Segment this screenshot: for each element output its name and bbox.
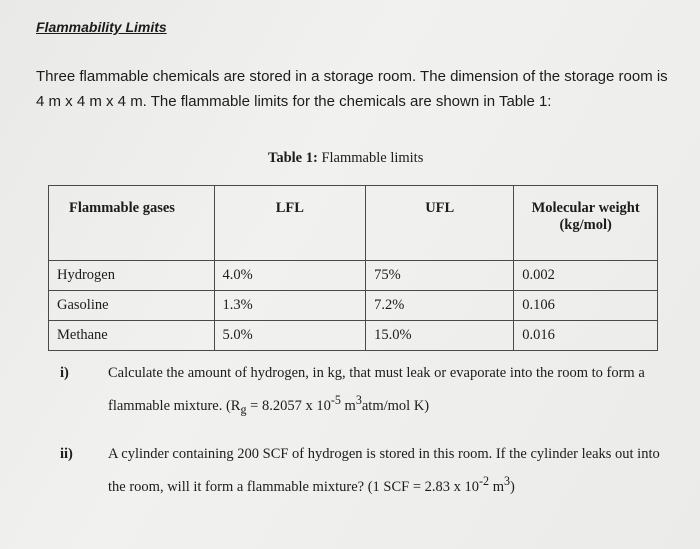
header-molecular-weight: Molecular weight (kg/mol): [514, 186, 658, 261]
cell-molecular-weight: 0.016: [514, 321, 658, 351]
question-text: A cylinder containing 200 SCF of hydrogen is stored in this room. If the cylinder leaks out into the room, will it form a flammable mixture? (1 SCF = 2.83 x $10^{-2}$ $m^3$): [108, 446, 660, 495]
cell-gas-name: Methane: [49, 321, 215, 351]
table-row: [49, 291, 658, 321]
header-flammable-gases: Flammable gases: [49, 186, 215, 261]
cell-gas-name: Hydrogen: [49, 261, 215, 291]
question-number: i): [60, 365, 69, 381]
header-lfl: LFL: [214, 186, 366, 261]
table-caption-label: Table 1:: [268, 150, 318, 166]
table-row: [49, 321, 658, 351]
header-ufl: UFL: [366, 186, 514, 261]
table-caption-title: Flammable limits: [321, 150, 424, 166]
cell-ufl: 7.2%: [366, 291, 514, 321]
question-number: ii): [60, 446, 73, 462]
cell-lfl: 1.3%: [214, 291, 366, 321]
table-header-row: [49, 186, 658, 261]
cell-lfl: 4.0%: [214, 261, 366, 291]
cell-molecular-weight: 0.002: [514, 261, 658, 291]
table-caption: [268, 150, 423, 167]
table-row: [49, 261, 658, 291]
cell-molecular-weight: 0.106: [514, 291, 658, 321]
cell-gas-name: Gasoline: [49, 291, 215, 321]
flammable-limits-table: [48, 185, 658, 351]
cell-ufl: 15.0%: [366, 321, 514, 351]
question-text: Calculate the amount of hydrogen, in kg, that must leak or evaporate into the room to form a flammable mixture. ($R_g = 8.2057$ x $10^{-5}$ $m^3atm$/mol K): [108, 365, 645, 417]
cell-ufl: 75%: [366, 261, 514, 291]
cell-lfl: 5.0%: [214, 321, 366, 351]
intro-paragraph: Three flammable chemicals are stored in a storage room. The dimension of the storage room is 4 m x 4 m x 4 m. The flammable limits for the chemicals are shown in Table 1:: [36, 68, 668, 110]
section-heading: Flammability Limits: [36, 19, 167, 35]
